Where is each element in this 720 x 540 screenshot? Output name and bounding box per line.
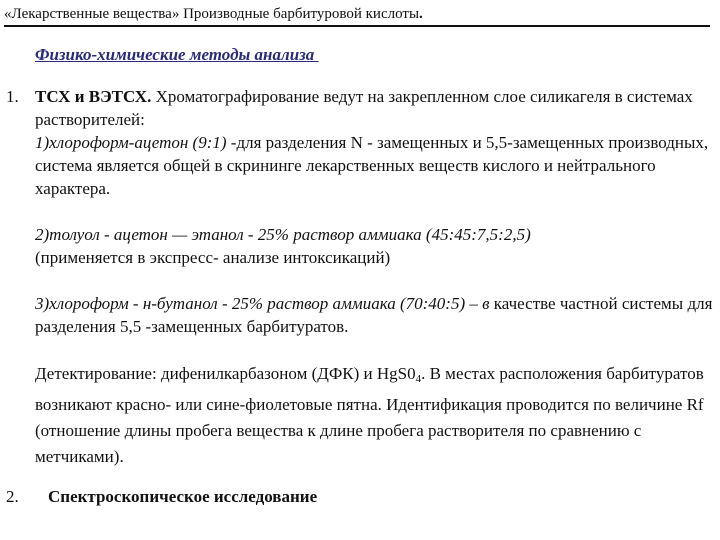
system-3-paragraph [35, 292, 713, 338]
detection-text-b: . В местах расположения барбитуратов возникают красно- или сине-фиолетовые пятна. Идентификация проводится по величине Rf (отношение длины пробега вещества к длине пробега растворителя по сравнению с метчиками). [35, 364, 704, 466]
system-3-text: качестве частной системы для разделения 5,5 -замещенных барбитуратов. [35, 294, 713, 336]
slide-header [4, 4, 710, 27]
header-dot: . [419, 6, 423, 22]
item-number: 2. [6, 487, 19, 506]
system-1-paragraph [35, 131, 713, 200]
detection-paragraph [35, 361, 713, 470]
system-1-formula: 1)хлороформ-ацетон (9:1) - [35, 133, 237, 152]
item-heading: Спектроскопическое исследование [48, 487, 318, 506]
system-2-formula: 2)толуол - ацетон — этанол - 25% раствор аммиака (45:45:7,5:2,5) [35, 225, 531, 244]
item-heading: ТСХ и ВЭТСХ. [35, 87, 152, 106]
system-2-text: (применяется в экспресс- анализе интоксикаций) [35, 248, 391, 267]
intro-text: Хроматографирование ведут на закрепленном слое силикагеля в системах растворителей: [35, 87, 693, 129]
intro-paragraph [35, 85, 713, 131]
section-subtitle: Физико-химические методы анализа [35, 45, 319, 64]
header-title: «Лекарственные вещества» Производные барбитуровой кислоты [4, 6, 420, 22]
system-3-formula: 3)хлороформ - н-бутанол - 25% раствор аммиака (70:40:5) – в [35, 294, 490, 313]
detection-subscript: 4 [415, 373, 422, 385]
system-1-text: для разделения N - замещенных и 5,5-замещенных производных, система является общей в скрининге лекарственных веществ кислого и нейтрального характера. [35, 133, 709, 198]
item-body [35, 85, 713, 470]
system-2-paragraph [35, 223, 713, 269]
detection-text-a: Детектирование: дифенилкарбазоном (ДФК) и HgS0 [35, 364, 416, 383]
item-body [48, 485, 720, 508]
item-number: 1. [6, 87, 19, 106]
